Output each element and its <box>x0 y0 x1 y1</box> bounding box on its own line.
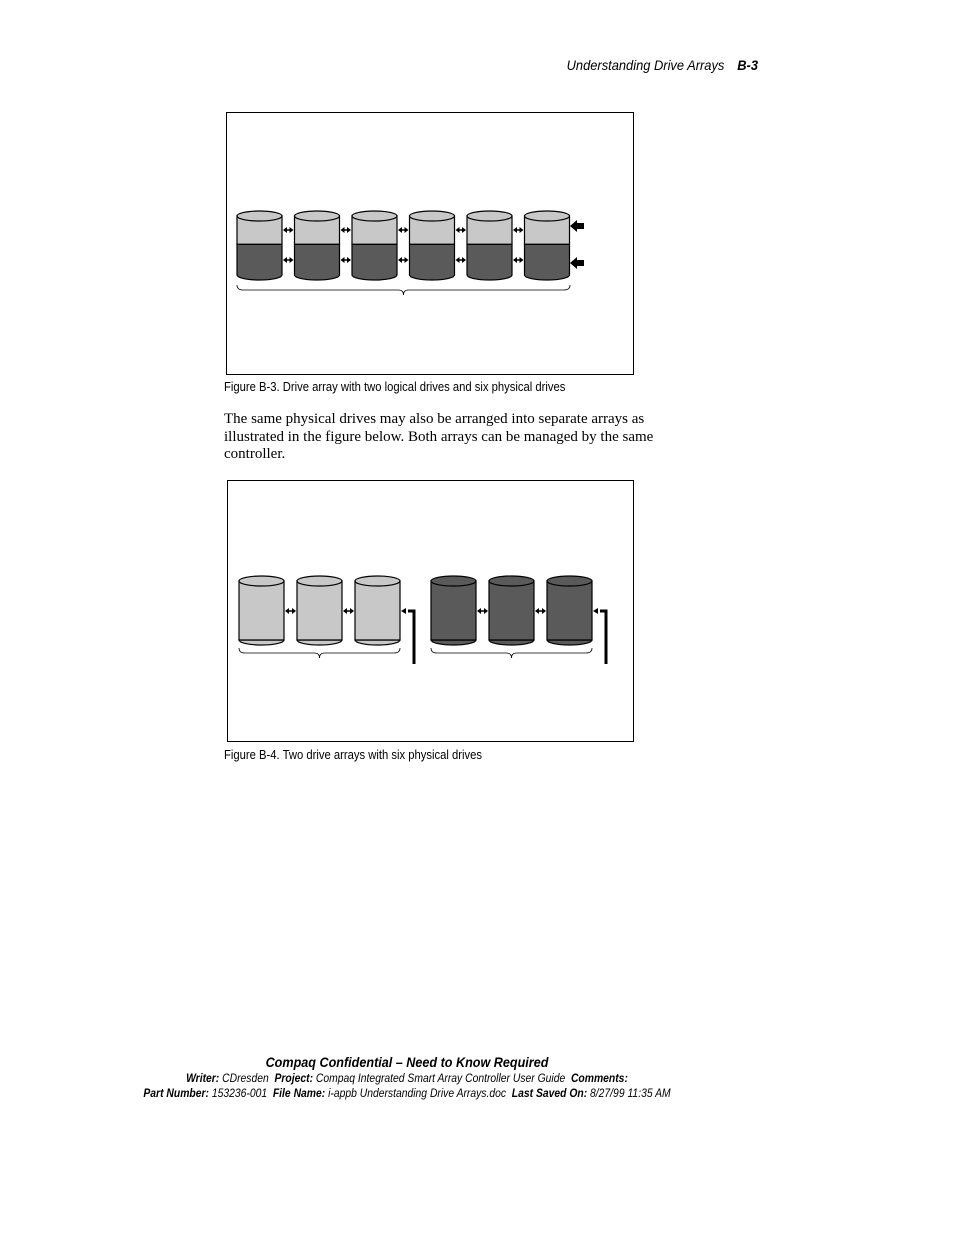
drive-upper-segment <box>489 581 534 640</box>
drive-top-cap <box>547 576 592 586</box>
project-value: Compaq Integrated Smart Array Controller User Guide <box>315 1073 566 1085</box>
arrow-part <box>456 257 460 263</box>
drive-lower-segment <box>467 244 512 280</box>
arrow-part <box>513 257 517 263</box>
link-arrow <box>285 608 296 614</box>
link-arrow-upper <box>398 227 409 233</box>
drive-lower-segment <box>352 244 397 280</box>
drive-top-cap <box>237 211 282 221</box>
comments-label: Comments: <box>570 1073 628 1085</box>
figure-b4 <box>227 480 634 742</box>
link-arrow-lower <box>398 257 409 263</box>
arrow-part <box>341 257 345 263</box>
link-arrow-upper <box>513 227 524 233</box>
drive-lower-segment <box>355 640 400 645</box>
project-label: Project: <box>274 1073 314 1085</box>
writer-label: Writer: <box>186 1073 220 1085</box>
arrow-part <box>398 257 402 263</box>
drive-lower-segment <box>547 640 592 645</box>
arrow-part <box>535 608 539 614</box>
array-brace <box>237 285 570 295</box>
physical-drive <box>547 576 592 645</box>
arrow-part <box>285 608 289 614</box>
physical-drive <box>467 211 512 280</box>
drive-top-cap <box>295 211 340 221</box>
physical-drive <box>295 211 340 280</box>
running-header <box>61 57 758 73</box>
figure-b4-caption: Figure B-4. Two drive arrays with six physical drives <box>224 748 483 762</box>
logical-drive-pointer-lower <box>570 257 584 269</box>
section-title: Understanding Drive Arrays <box>566 57 725 73</box>
physical-drive <box>237 211 282 280</box>
drive-top-cap <box>489 576 534 586</box>
part-number-label: Part Number: <box>143 1088 209 1100</box>
arrow-part <box>520 257 524 263</box>
confidential-notice: Compaq Confidential – Need to Know Required <box>265 1054 549 1070</box>
link-arrow-lower <box>456 257 467 263</box>
drive-upper-segment <box>547 581 592 640</box>
physical-drive <box>297 576 342 645</box>
arrow-part <box>283 227 287 233</box>
logical-drive-pointer-upper <box>570 220 584 232</box>
drive-lower-segment <box>295 244 340 280</box>
writer-value: CDresden <box>222 1073 269 1085</box>
arrow-part <box>290 227 294 233</box>
drive-upper-segment <box>239 581 284 640</box>
arrow-part <box>462 227 466 233</box>
physical-drive <box>525 211 570 280</box>
arrow-part <box>477 608 481 614</box>
physical-drive <box>239 576 284 645</box>
figure-b3-diagram <box>227 113 635 376</box>
drive-top-cap <box>355 576 400 586</box>
link-arrow <box>477 608 488 614</box>
arrow-part <box>283 257 287 263</box>
arrow-part <box>405 257 409 263</box>
array-brace <box>239 648 400 658</box>
drive-top-cap <box>352 211 397 221</box>
drive-top-cap <box>297 576 342 586</box>
array-brace <box>431 648 592 658</box>
arrow-part <box>347 227 351 233</box>
part-number-value: 153236-001 <box>211 1088 268 1100</box>
physical-drive <box>489 576 534 645</box>
arrow-part <box>484 608 488 614</box>
drive-upper-segment <box>431 581 476 640</box>
file-name-label: File Name: <box>272 1088 326 1100</box>
figure-b3 <box>226 112 634 375</box>
link-arrow-lower <box>341 257 352 263</box>
arrow-part <box>462 257 466 263</box>
link-arrow-lower <box>283 257 294 263</box>
link-arrow-upper <box>283 227 294 233</box>
figure-b4-diagram <box>228 481 635 743</box>
drive-lower-segment <box>410 244 455 280</box>
last-saved-value: 8/27/99 11:35 AM <box>590 1088 671 1100</box>
drive-lower-segment <box>237 244 282 280</box>
link-arrow-upper <box>341 227 352 233</box>
body-paragraph: The same physical drives may also be arranged into separate arrays as illustrated in the figure below. Both arrays can be managed by the same controller. <box>224 411 654 462</box>
drive-top-cap <box>410 211 455 221</box>
link-arrow <box>343 608 354 614</box>
controller-connector <box>408 611 414 664</box>
drive-upper-segment <box>355 581 400 640</box>
footer-meta-line-2 <box>0 1088 836 1100</box>
arrow-part <box>542 608 546 614</box>
last-saved-label: Last Saved On: <box>511 1088 588 1100</box>
drive-top-cap <box>467 211 512 221</box>
arrow-part <box>456 227 460 233</box>
file-name-value: i-appb Understanding Drive Arrays.doc <box>328 1088 507 1100</box>
drive-lower-segment <box>297 640 342 645</box>
link-arrow <box>535 608 546 614</box>
arrow-part <box>347 257 351 263</box>
drive-lower-segment <box>489 640 534 645</box>
physical-drive <box>355 576 400 645</box>
drive-top-cap <box>239 576 284 586</box>
arrow-part <box>341 227 345 233</box>
arrow-part <box>405 227 409 233</box>
link-arrow-upper <box>456 227 467 233</box>
physical-drive <box>431 576 476 645</box>
connector-arrowhead <box>593 608 598 614</box>
arrow-part <box>513 227 517 233</box>
physical-drive <box>352 211 397 280</box>
arrow-part <box>292 608 296 614</box>
arrow-part <box>350 608 354 614</box>
drive-top-cap <box>525 211 570 221</box>
drive-lower-segment <box>431 640 476 645</box>
connector-arrowhead <box>401 608 406 614</box>
physical-drive <box>410 211 455 280</box>
drive-lower-segment <box>239 640 284 645</box>
arrow-part <box>520 227 524 233</box>
page-number: B-3 <box>737 57 758 73</box>
arrow-part <box>290 257 294 263</box>
link-arrow-lower <box>513 257 524 263</box>
arrow-part <box>398 227 402 233</box>
drive-lower-segment <box>525 244 570 280</box>
drive-top-cap <box>431 576 476 586</box>
footer-meta-line-1 <box>0 1073 836 1085</box>
figure-b3-caption: Figure B-3. Drive array with two logical drives and six physical drives <box>224 380 566 394</box>
arrow-part <box>343 608 347 614</box>
drive-upper-segment <box>297 581 342 640</box>
controller-connector <box>600 611 606 664</box>
